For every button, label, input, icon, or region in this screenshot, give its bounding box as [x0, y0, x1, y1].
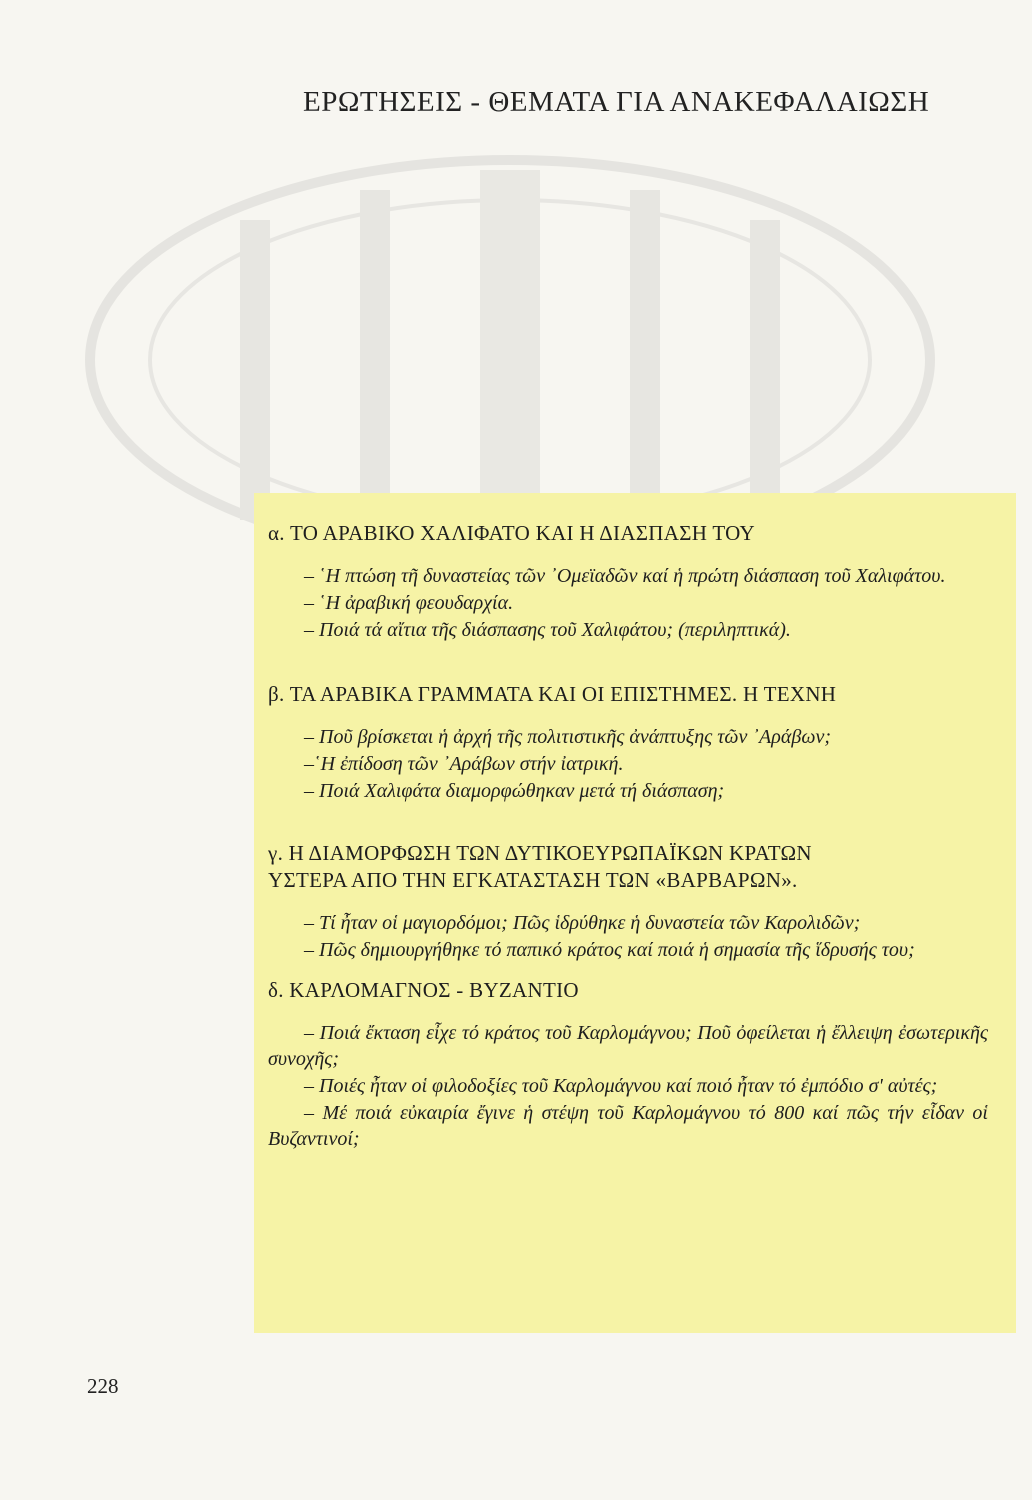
- section-heading-line: γ. Η ΔΙΑΜΟΡΦΩΣΗ ΤΩΝ ΔΥΤΙΚΟΕΥΡΩΠΑΪΚΩΝ ΚΡΑΤΩΝ: [268, 841, 812, 865]
- question-item: – Πῶς δημιουργήθηκε τό παπικό κράτος καί ποιά ἡ σημασία τῆς ἵδρυσής του;: [304, 939, 915, 961]
- question-item: – ῾Η πτώση τῆ δυναστείας τῶν ᾿Ομεϊαδῶν καί ἡ πρώτη διάσπαση τοῦ Χαλιφάτου.: [304, 565, 946, 587]
- section-heading: [268, 840, 988, 894]
- section-heading-line: β. ΤΑ ΑΡΑΒΙΚΑ ΓΡΑΜΜΑΤΑ ΚΑΙ ΟΙ ΕΠΙΣΤΗΜΕΣ. Η ΤΕΧΝΗ: [268, 682, 837, 706]
- section-c: [268, 840, 988, 963]
- question-item: – Μέ ποιά εὐκαιρία ἔγινε ἡ στέψη τοῦ Καρλομάγνου τό 800 καί πῶς τήν εἶδαν οἱ Βυζαντινοί;: [268, 1102, 988, 1150]
- question-item: – ῾Η ἀραβική φεουδαρχία.: [304, 592, 514, 614]
- section-d: [268, 977, 988, 1152]
- section-heading: [268, 681, 988, 708]
- question-item: – Ποιά τά αἴτια τῆς διάσπασης τοῦ Χαλιφάτου; (περιληπτικά).: [304, 619, 791, 641]
- question-list: [268, 563, 988, 643]
- question-list: [268, 724, 988, 804]
- section-heading: [268, 977, 988, 1004]
- question-list: [268, 910, 988, 963]
- page-number: 228: [87, 1374, 119, 1398]
- question-item: – Ποιά ἔκταση εἶχε τό κράτος τοῦ Καρλομάγνου; Ποῦ ὀφείλεται ἡ ἔλλειψη ἐσωτερικῆς συνοχῆς;: [268, 1022, 988, 1070]
- background-illustration: [60, 130, 960, 550]
- questions-content: [268, 520, 988, 1186]
- question-item: – Ποῦ βρίσκεται ἡ ἀρχή τῆς πολιτιστικῆς ἀνάπτυξης τῶν ᾿Αράβων;: [304, 726, 831, 748]
- question-list: [268, 1020, 988, 1152]
- section-heading-line: ΥΣΤΕΡΑ ΑΠΟ ΤΗΝ ΕΓΚΑΤΑΣΤΑΣΗ ΤΩΝ «ΒΑΡΒΑΡΩΝ».: [268, 868, 798, 892]
- question-item: – Ποιά Χαλιφάτα διαμορφώθηκαν μετά τή διάσπαση;: [304, 780, 725, 802]
- question-item: –῾Η ἐπίδοση τῶν ᾿Αράβων στήν ἰατρική.: [304, 753, 624, 775]
- question-item: – Τί ἦταν οἱ μαγιορδόμοι; Πῶς ἱδρύθηκε ἡ δυναστεία τῶν Καρολιδῶν;: [304, 912, 861, 934]
- page-title: ΕΡΩΤΗΣΕΙΣ - ΘΕΜΑΤΑ ΓΙΑ ΑΝΑΚΕΦΑΛΑΙΩΣΗ: [303, 86, 930, 118]
- section-heading-line: δ. ΚΑΡΛΟΜΑΓΝΟΣ - ΒΥΖΑΝΤΙΟ: [268, 978, 579, 1002]
- section-heading-line: α. ΤΟ ΑΡΑΒΙΚΟ ΧΑΛΙΦΑΤΟ ΚΑΙ Η ΔΙΑΣΠΑΣΗ ΤΟΥ: [268, 521, 756, 545]
- section-b: [268, 681, 988, 804]
- question-item: – Ποιές ἦταν οἱ φιλοδοξίες τοῦ Καρλομάγνου καί ποιό ἦταν τό ἐμπόδιο σ' αὐτές;: [304, 1075, 938, 1097]
- section-heading: [268, 520, 988, 547]
- section-a: [268, 520, 988, 643]
